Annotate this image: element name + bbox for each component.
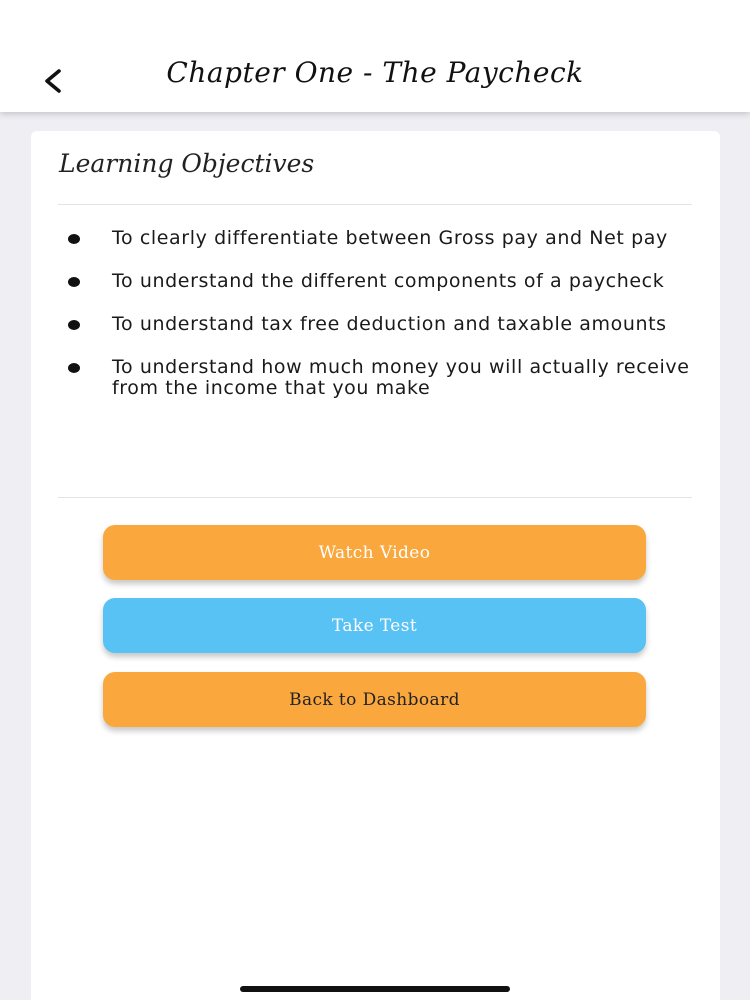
objectives-list	[31, 228, 720, 421]
objective-text: To understand tax free deduction and taxable amounts	[112, 313, 667, 335]
app-header	[0, 0, 750, 112]
list-item	[31, 314, 720, 335]
bottom-divider	[58, 497, 692, 498]
back-to-dashboard-button[interactable]: Back to Dashboard	[103, 672, 646, 727]
list-item	[31, 271, 720, 292]
objective-text: To clearly differentiate between Gross pay and Net pay	[112, 227, 668, 249]
watch-video-button[interactable]: Watch Video	[103, 525, 646, 580]
home-indicator	[240, 986, 510, 992]
top-divider	[58, 204, 692, 205]
list-item	[31, 357, 720, 399]
list-item	[31, 228, 720, 249]
bullet-icon	[68, 320, 80, 330]
objectives-card	[31, 131, 720, 1000]
section-title: Learning Objectives	[59, 149, 315, 178]
bullet-icon	[68, 234, 80, 244]
bullet-icon	[68, 277, 80, 287]
page-title: Chapter One - The Paycheck	[166, 56, 584, 89]
objective-text: To understand the different components of a paycheck	[112, 270, 665, 292]
bullet-icon	[68, 363, 80, 373]
take-test-button[interactable]: Take Test	[103, 598, 646, 653]
objective-text: To understand how much money you will actually receive from the income that you make	[112, 356, 690, 399]
